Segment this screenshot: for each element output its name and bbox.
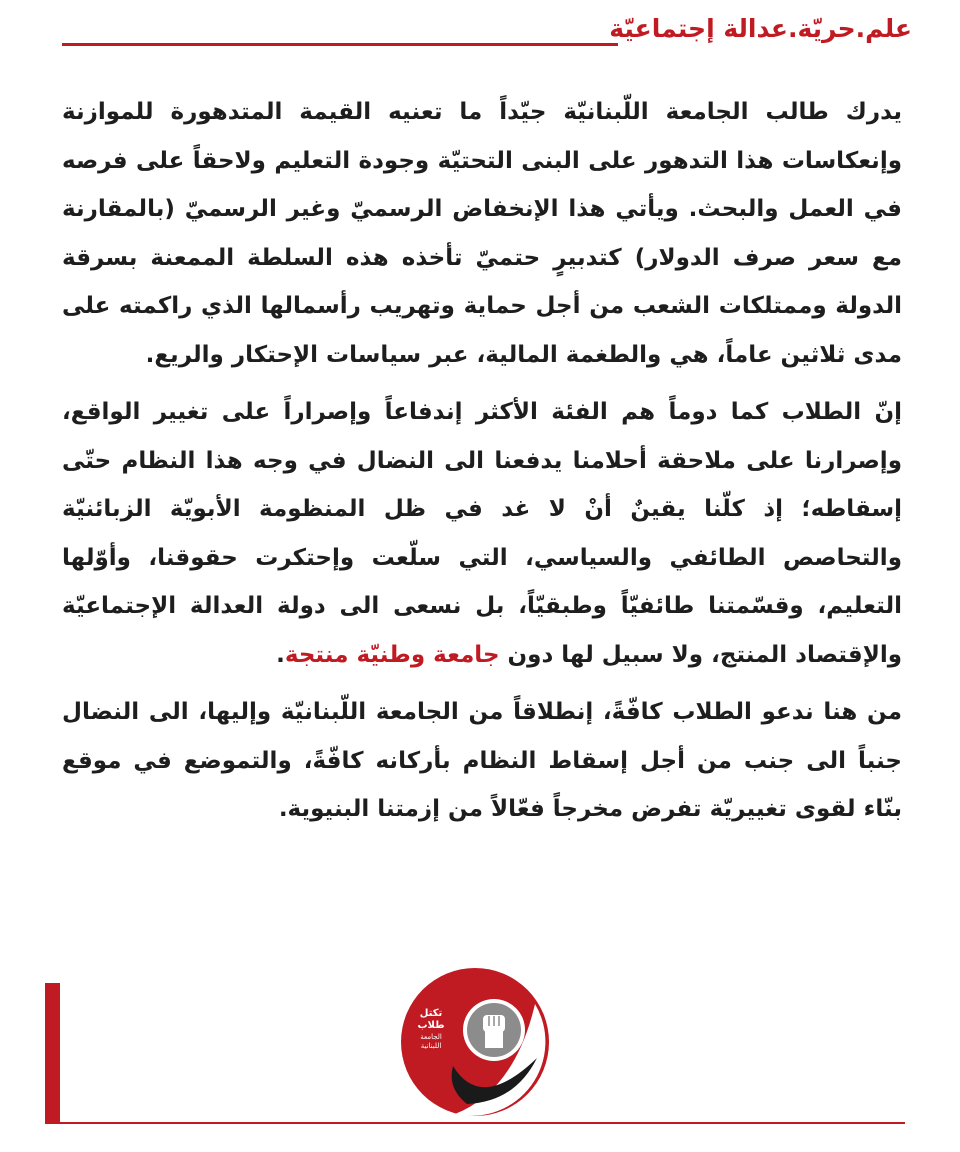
side-accent-bar xyxy=(45,983,60,1124)
paragraph-1: يدرك طالب الجامعة اللّبنانيّة جيّداً ما تعنيه القيمة المتدهورة للموازنة وإنعكاسات هذا التدهور على البنى التحتيّة وجودة التعليم ولاحقاً على فرصه في العمل والبحث. ويأتي هذا الإنخفاض الرسميّ وغير الرسميّ (بالمقارنة مع سعر صرف الدولار) كتدبيرٍ حتميّ تأخذه هذه السلطة الممعنة بسرقة الدولة وممتلكات الشعب من أجل حماية وتهريب رأسمالها الذي راكمته على مدى ثلاثين عاماً، هي والطغمة المالية، عبر سياسات الإحتكار والريع. xyxy=(62,99,902,368)
header-divider xyxy=(62,43,618,46)
paragraph-2 xyxy=(62,388,902,679)
highlight-phrase: جامعة وطنيّة منتجة xyxy=(284,641,500,668)
raised-fist-icon xyxy=(483,1015,505,1048)
logo-text-line-2: طلاب xyxy=(417,1020,445,1031)
paragraph-2-text: إنّ الطلاب كما دوماً هم الفئة الأكثر إندفاعاً وإصراراً على تغيير الواقع، وإصرارنا على ملاحقة أحلامنا يدفعنا الى النضال في وجه هذا النظام حتّى إسقاطه؛ إذ كلّنا يقينٌ أنْ لا غد في ظل المنظومة الأبويّة الزبائنيّة والتحاصص الطائفي والسياسي، التي سلّعت وإحتكرت حقوقنا، وأوّلها التعليم، وقسّمتنا طائفيّاً وطبقيّاً، بل نسعى الى دولة العدالة الإجتماعيّة والإقتصاد المنتج، ولا سبيل لها دون xyxy=(62,399,902,668)
organization-logo xyxy=(395,962,555,1122)
article-body xyxy=(62,88,902,843)
paragraph-2-end: . xyxy=(276,641,285,668)
bottom-divider xyxy=(60,1122,905,1124)
logo-text-line-3: الجامعة xyxy=(420,1033,442,1041)
paragraph-3: من هنا ندعو الطلاب كافّةً، إنطلاقاً من الجامعة اللّبنانيّة وإليها، الى النضال جنباً الى جنب من أجل إسقاط النظام بأركانه كافّةً، والتموضع في موقع بنّاء لقوى تغييريّة تفرض مخرجاً فعّالاً من إزمتنا البنيوية. xyxy=(62,699,902,822)
header-slogan: علم.حريّة.عدالة إجتماعيّة xyxy=(609,14,912,43)
logo-text-line-1: تكتل xyxy=(419,1008,443,1019)
logo-text-line-4: اللبنانية xyxy=(420,1042,442,1050)
